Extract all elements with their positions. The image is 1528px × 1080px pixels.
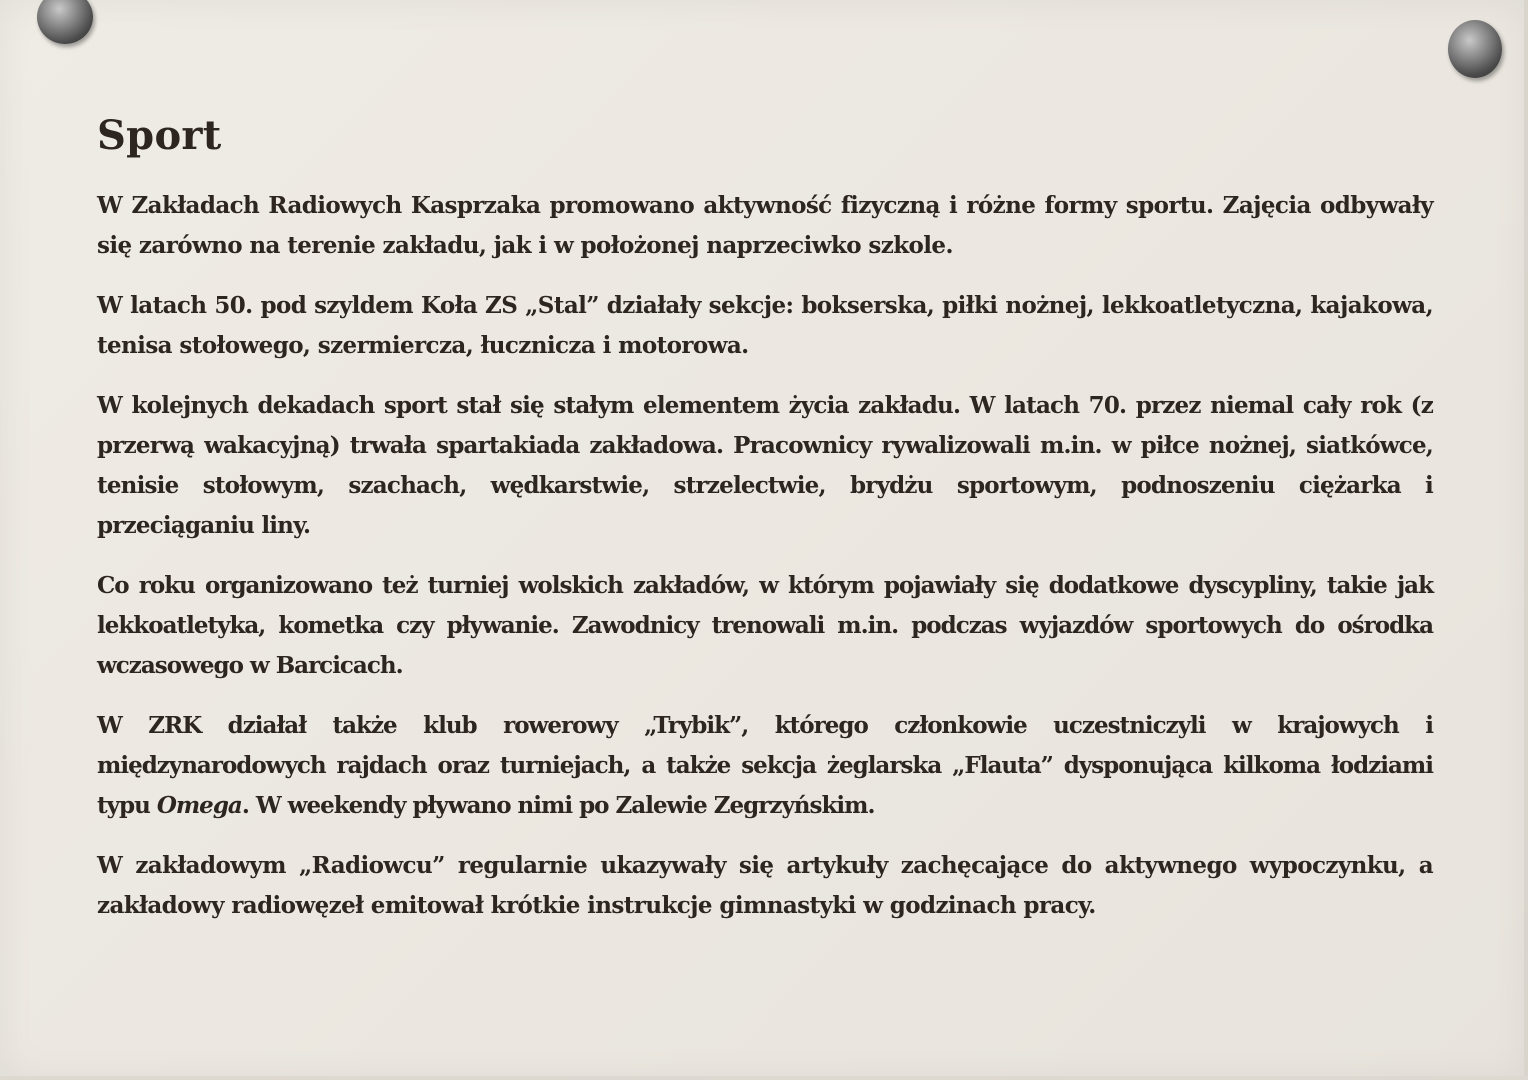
- pushpin-icon: [37, 0, 93, 44]
- pushpin-icon: [1448, 20, 1502, 78]
- paragraph-1950s-sections: W latach 50. pod szyldem Koła ZS „Stal” działały sekcje: bokserska, piłki nożnej, lekkoatletyczna, kajakowa, tenisa stołowego, szermiercza, łucznicza i motorowa.: [97, 292, 1433, 359]
- paragraph-clubs-text: W ZRK działał także klub rowerowy „Trybik”, którego członkowie uczestniczyli w krajowych i międzynarodowych rajdach oraz turniejach, a także sekcja żeglarska „Flauta” dysponująca kilkoma łodziami typu: [97, 712, 1433, 819]
- paragraph-clubs: [97, 706, 1433, 826]
- poster-content: [97, 110, 1433, 946]
- paragraph-intro: W Zakładach Radiowych Kasprzaka promowano aktywność fizyczną i różne formy sportu. Zajęcia odbywały się zarówno na terenie zakładu, jak i w położonej naprzeciwko szkole.: [97, 192, 1433, 259]
- paper-edge-bottom: [0, 1076, 1528, 1080]
- paragraph-spartakiada: W kolejnych dekadach sport stał się stałym elementem życia zakładu. W latach 70. przez niemal cały rok (z przerwą wakacyjną) trwała spartakiada zakładowa. Pracownicy rywalizowali m.in. w piłce nożnej, siatkówce, tenisie stołowym, szachach, wędkarstwie, strzelectwie, brydżu sportowym, podnoszeniu ciężarka i przeciąganiu liny.: [97, 392, 1433, 539]
- paper-edge-right: [1524, 0, 1528, 1080]
- paragraph-radiowiec: W zakładowym „Radiowcu” regularnie ukazywały się artykuły zachęcające do aktywnego wypoczynku, a zakładowy radiowęzeł emitował krótkie instrukcje gimnastyki w godzinach pracy.: [97, 852, 1433, 919]
- boat-type-name: Omega: [156, 792, 242, 819]
- poster-title: Sport: [97, 112, 222, 159]
- paragraph-clubs-text-end: . W weekendy pływano nimi po Zalewie Zegrzyńskim.: [241, 792, 875, 819]
- paragraph-tournament: Co roku organizowano też turniej wolskich zakładów, w którym pojawiały się dodatkowe dyscypliny, takie jak lekkoatletyka, kometka czy pływanie. Zawodnicy trenowali m.in. podczas wyjazdów sportowych do ośrodka wczasowego w Barcicach.: [97, 572, 1433, 679]
